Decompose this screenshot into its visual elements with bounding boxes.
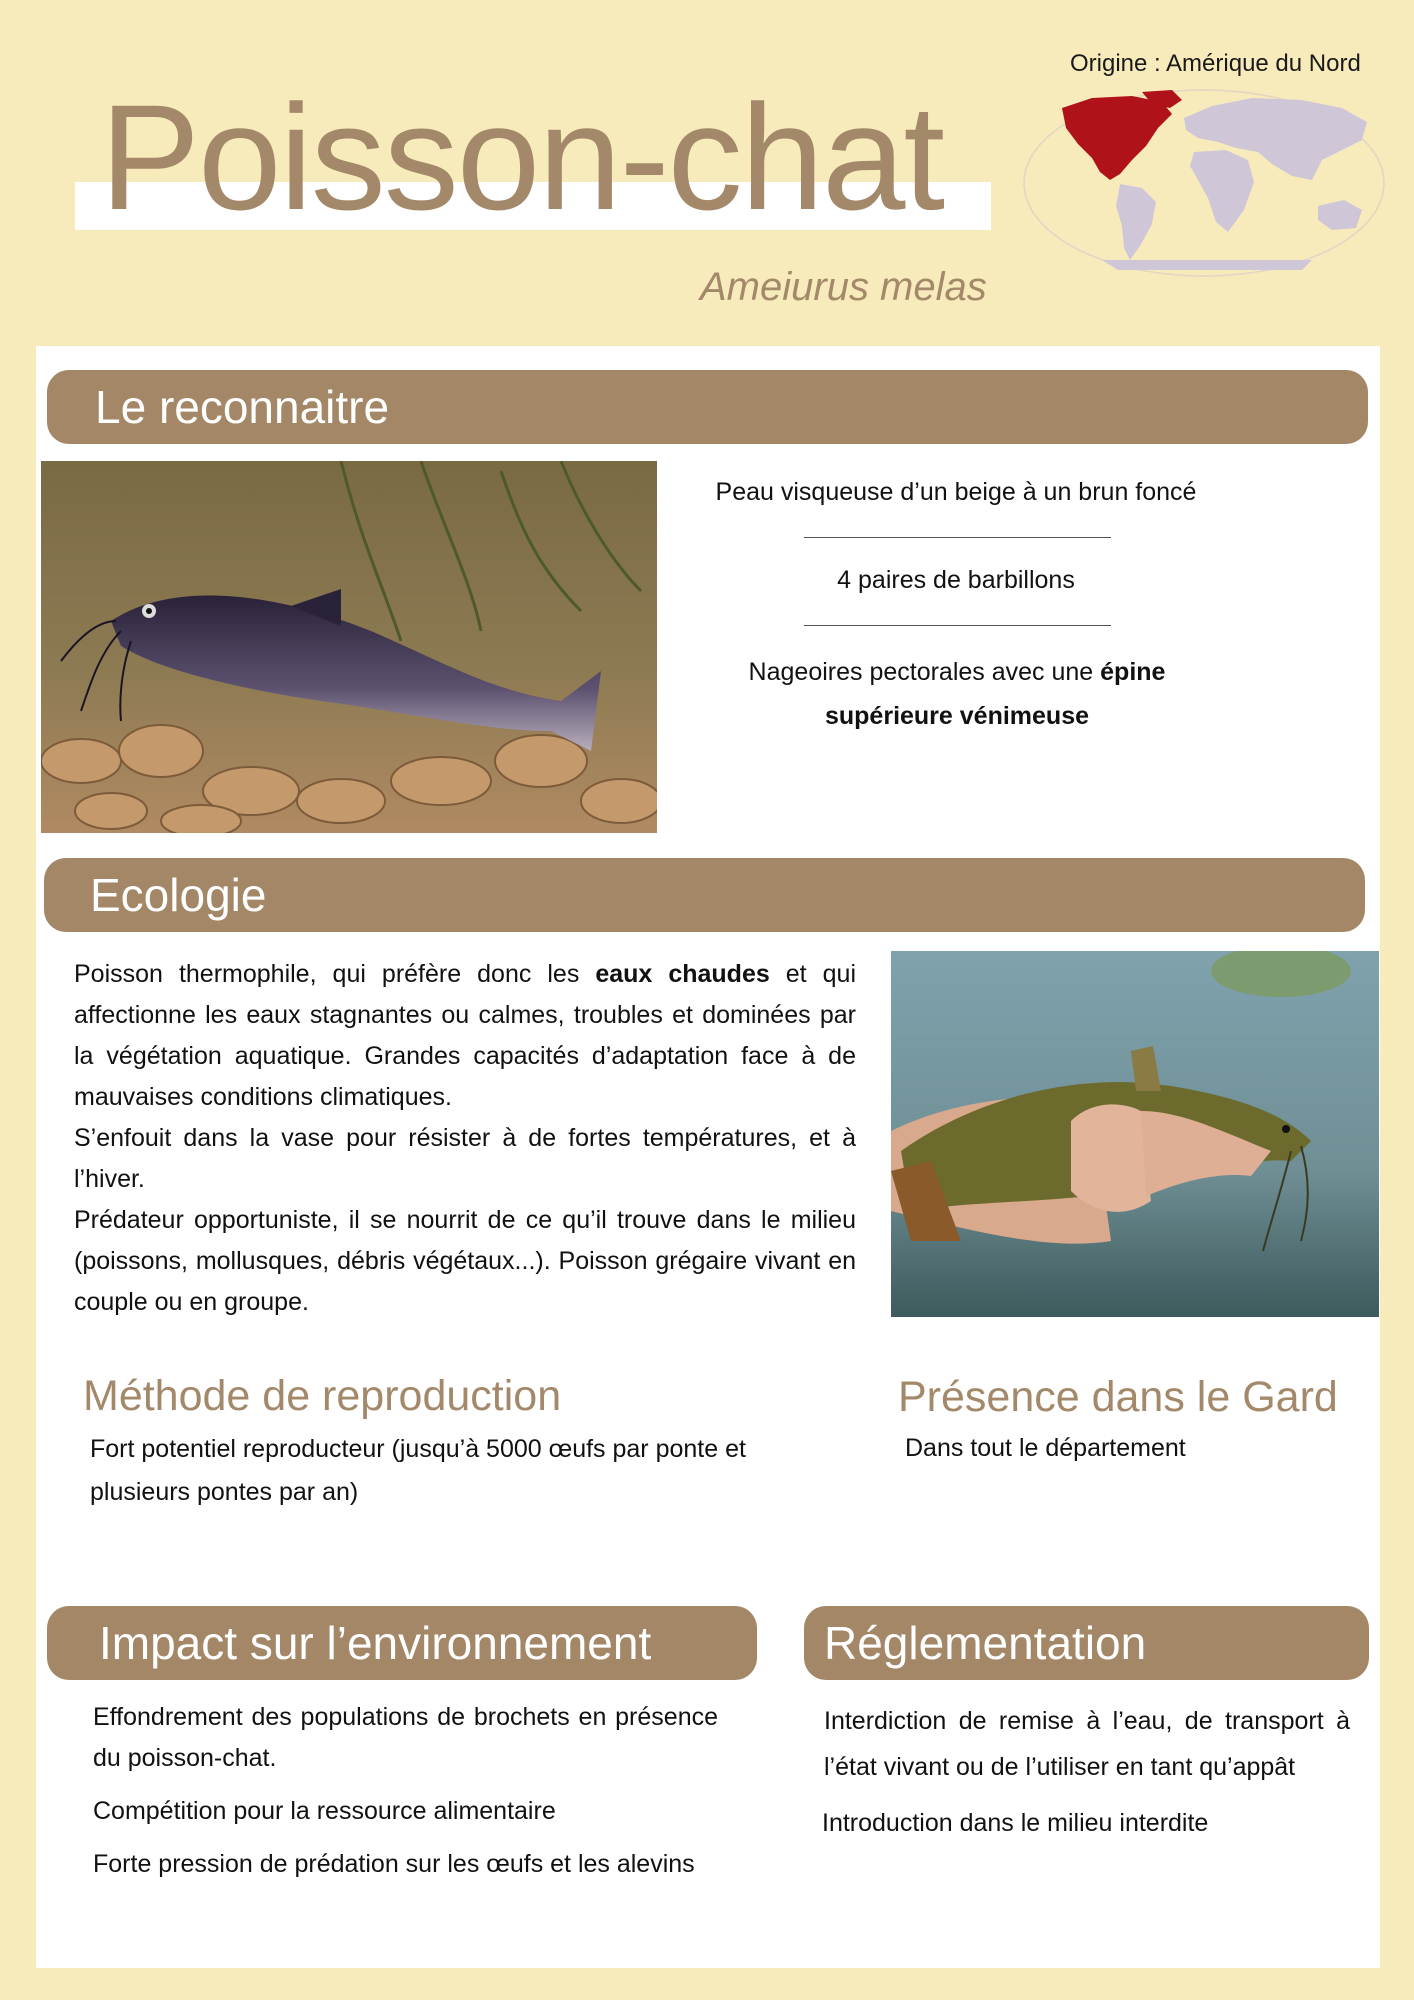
divider [804,625,1111,626]
divider [804,537,1111,538]
feature-fins [712,650,1202,738]
ecology-text-part: et qui affectionne les eaux stagnantes ou calmes, troubles et dominées par la végétation aquatique. Grandes capacités d’adaptation face à de mauvaises conditions climatiques. [74,960,857,1111]
section-title: Impact sur l’environnement [99,1617,652,1669]
latin-name: Ameiurus melas [700,265,987,309]
section-title: Réglementation [824,1617,1147,1669]
regulation-list [824,1698,1350,1856]
reproduction-text: Fort potentiel reproducteur (jusqu’à 5000 œufs par ponte et plusieurs pontes par an) [90,1435,746,1506]
presence-heading: Présence dans le Gard [898,1373,1338,1421]
section-header-regulation [804,1606,1369,1680]
feature-fins-bold: épine supérieure vénimeuse [824,658,1166,730]
list-item: Interdiction de remise à l’eau, de transport à l’état vivant ou de l’utiliser en tant qu’appât [824,1707,1350,1781]
presence-text: Dans tout le département [905,1434,1186,1462]
ecology-highlight: eaux chaudes [595,960,770,988]
africa-shape [1190,150,1254,232]
origin-label: Origine : Amérique du Nord [1070,50,1361,77]
section-title: Le reconnaitre [95,381,390,433]
list-item: Effondrement des populations de brochets en présence du poisson-chat. [93,1703,718,1772]
page-title: Poisson-chat [100,73,944,241]
section-header-impact [47,1606,757,1680]
feature-barbels: 4 paires de barbillons [837,566,1075,594]
ecology-text-part: Poisson thermophile, qui préfère donc les [74,960,596,988]
list-item: Forte pression de prédation sur les œufs et les alevins [93,1850,695,1878]
ecology-paragraph [74,954,856,1118]
feature-fins-text: Nageoires pectorales avec une [748,658,1101,686]
catfish-photo [41,461,657,833]
ecology-paragraph: S’enfouit dans la vase pour résister à de fortes températures, et à l’hiver. [74,1124,856,1193]
ecology-paragraph: Prédateur opportuniste, il se nourrit de ce qu’il trouve dans le milieu (poissons, mollusques, débris végétaux...). Poisson grégaire vivant en couple ou en groupe. [74,1206,856,1316]
australia-shape [1318,200,1362,230]
feature-skin: Peau visqueuse d’un beige à un brun foncé [715,478,1197,506]
section-header-recognize [47,370,1368,444]
list-item: Introduction dans le milieu interdite [822,1809,1209,1837]
south-america-shape [1116,184,1156,260]
reproduction-heading: Méthode de reproduction [83,1372,562,1420]
section-title: Ecologie [90,869,267,921]
world-map-icon [1022,88,1387,278]
ecology-text [74,954,856,1323]
north-america-shape [1062,96,1172,180]
list-item: Compétition pour la ressource alimentaire [93,1797,556,1825]
hand-holding-catfish-photo [891,951,1379,1317]
impact-list [93,1697,718,1895]
section-header-ecology [44,858,1365,932]
